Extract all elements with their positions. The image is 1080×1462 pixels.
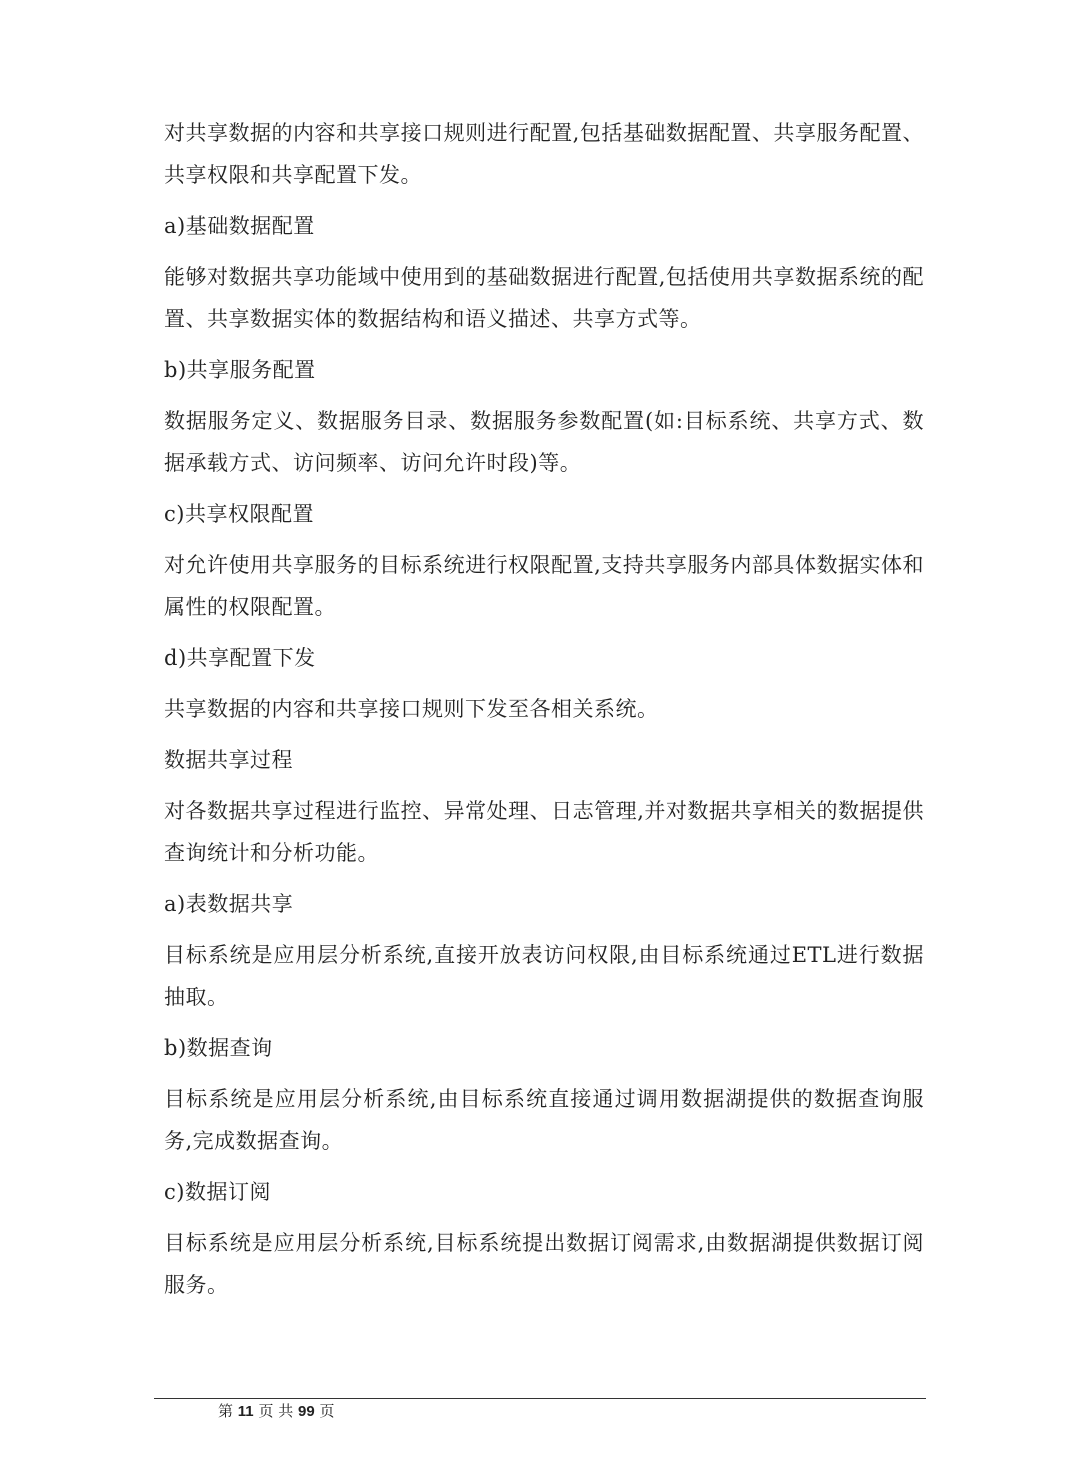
paragraph-data-subscription: 目标系统是应用层分析系统,目标系统提出数据订阅需求,由数据湖提供数据订阅服务。 [164,1231,924,1297]
document-body [164,112,924,1306]
heading-data-query: b)数据查询 [164,1036,273,1060]
total-page-count: 99 [298,1403,315,1420]
heading-basic-data-config: a)基础数据配置 [164,214,315,238]
footer-suffix: 页 [319,1402,335,1420]
heading-share-permission-config: c)共享权限配置 [164,502,314,526]
paragraph-data-query: 目标系统是应用层分析系统,由目标系统直接通过调用数据湖提供的数据查询服务,完成数据查询。 [164,1087,924,1153]
paragraph-share-config-dispatch: 共享数据的内容和共享接口规则下发至各相关系统。 [164,697,659,721]
paragraph-share-permission-config: 对允许使用共享服务的目标系统进行权限配置,支持共享服务内部具体数据实体和属性的权限配置。 [164,553,924,619]
paragraph-basic-data-config: 能够对数据共享功能域中使用到的基础数据进行配置,包括使用共享数据系统的配置、共享数据实体的数据结构和语义描述、共享方式等。 [164,265,924,331]
footer-middle: 页 共 [258,1402,294,1420]
page-footer [218,1401,334,1422]
paragraph-share-service-config: 数据服务定义、数据服务目录、数据服务参数配置(如:目标系统、共享方式、数据承载方式、访问频率、访问允许时段)等。 [164,409,924,475]
paragraph-data-share-process: 对各数据共享过程进行监控、异常处理、日志管理,并对数据共享相关的数据提供查询统计和分析功能。 [164,799,924,865]
footer-divider [154,1398,926,1399]
paragraph-share-config-intro: 对共享数据的内容和共享接口规则进行配置,包括基础数据配置、共享服务配置、共享权限和共享配置下发。 [164,121,924,187]
current-page-number: 11 [237,1403,254,1420]
paragraph-table-data-share: 目标系统是应用层分析系统,直接开放表访问权限,由目标系统通过ETL进行数据抽取。 [164,943,924,1009]
heading-table-data-share: a)表数据共享 [164,892,294,916]
heading-share-config-dispatch: d)共享配置下发 [164,646,316,670]
footer-prefix: 第 [218,1402,234,1420]
heading-share-service-config: b)共享服务配置 [164,358,316,382]
heading-data-share-process: 数据共享过程 [164,748,293,772]
heading-data-subscription: c)数据订阅 [164,1180,271,1204]
